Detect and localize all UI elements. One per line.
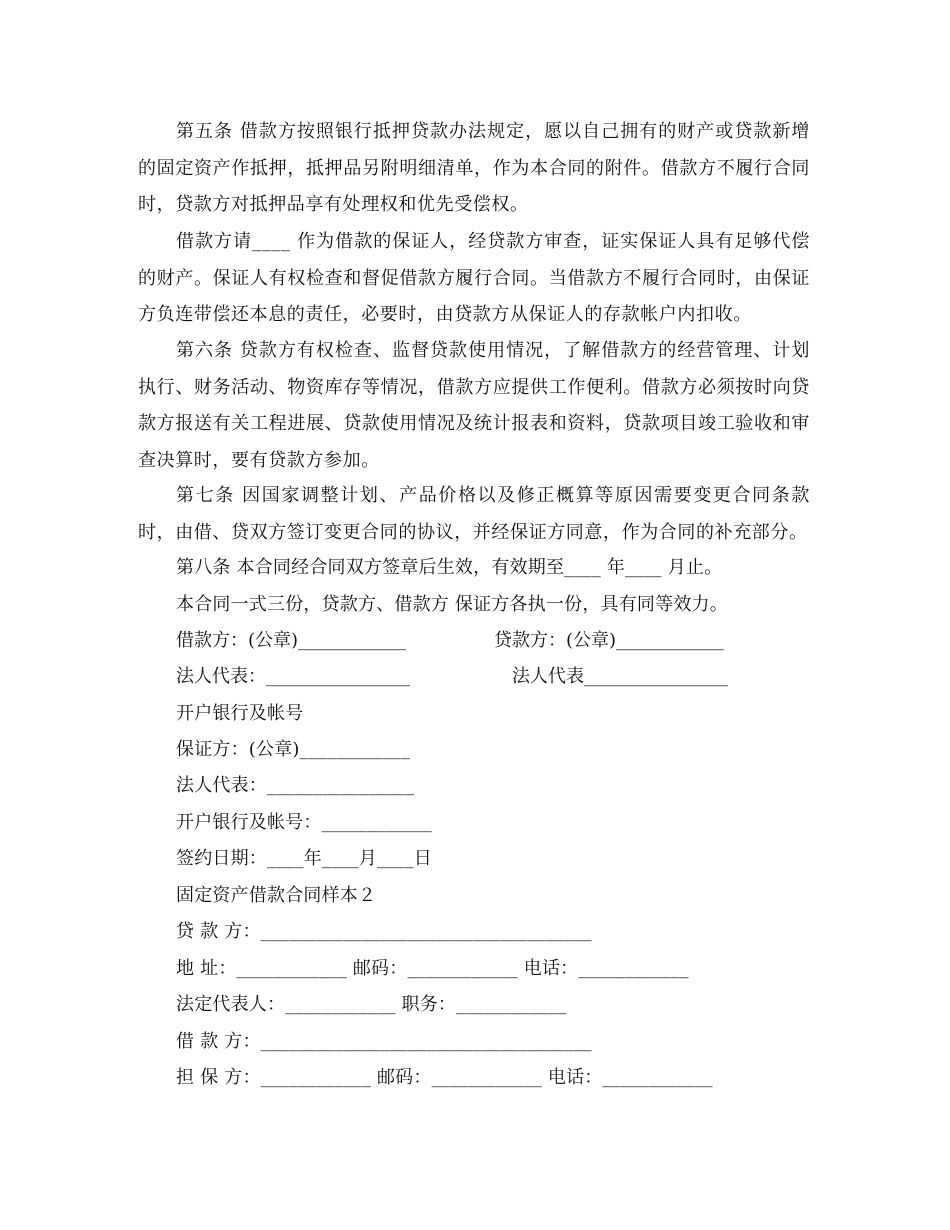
paragraph-article-6: 第六条 贷款方有权检查、监督贷款使用情况，了解借款方的经营管理、计划执行、财务活动、物资库存等情况，借款方应提供工作便利。借款方必须按时向贷款方报送有关工程进展、贷款使用情况及统计报表和资料，贷款项目竣工验收和审查决算时，要有贷款方参加。 (138, 340, 810, 471)
address-field-line: 地 址：____________ 邮码：____________ 电话：____________ (176, 958, 689, 979)
paragraph-article-5: 第五条 借款方按照银行抵押贷款办法规定，愿以自己拥有的财产或贷款新增的固定资产作抵押，抵押品另附明细清单，作为本合同的附件。借款方不履行合同时，贷款方对抵押品享有处理权和优先受偿权。 (138, 121, 810, 215)
lender-field-line: 贷 款 方：____________________________________ (176, 921, 592, 942)
guarantor-bank-line: 开户银行及帐号：____________ (176, 812, 432, 833)
bank-account-line: 开户银行及帐号 (176, 703, 304, 724)
paragraph-article-7: 第七条 因国家调整计划、产品价格以及修正概算等原因需要变更合同条款时，由借、贷双方签订变更合同的协议，并经保证方同意，作为合同的补充部分。 (138, 485, 810, 543)
copies-line: 本合同一式三份，贷款方、借款方 保证方各执一份，具有同等效力。 (176, 594, 728, 615)
legal-rep-field-line: 法定代表人：____________ 职务：____________ (176, 994, 567, 1015)
article-8-line: 第八条 本合同经合同双方签章后生效，有效期至____ 年____ 月止。 (176, 557, 723, 578)
borrower-seal-line: 借款方：(公章)____________ (176, 630, 407, 651)
borrower-field-line: 借 款 方：____________________________________ (176, 1031, 592, 1052)
guarantor-rep-line: 法人代表：________________ (176, 775, 415, 796)
paragraph-guarantor: 借款方请____ 作为借款的保证人，经贷款方审查，证实保证人具有足够代偿的财产。保证人有权检查和督促借款方履行合同。当借款方不履行合同时，由保证方负连带偿还本息的责任，必要时，由贷款方从保证人的存款帐户内扣收。 (138, 231, 810, 325)
sample-2-title: 固定资产借款合同样本２ (176, 885, 377, 906)
guarantor-field-line: 担 保 方：____________ 邮码：____________ 电话：____________ (176, 1067, 713, 1088)
lender-rep-line: 法人代表________________ (512, 666, 728, 687)
guarantor-seal-line: 保证方：(公章)____________ (176, 739, 411, 760)
sign-date-line: 签约日期：____年____月____日 (176, 848, 432, 869)
lender-seal-line: 贷款方：(公章)____________ (494, 630, 725, 651)
borrower-rep-line: 法人代表：________________ (176, 666, 410, 687)
